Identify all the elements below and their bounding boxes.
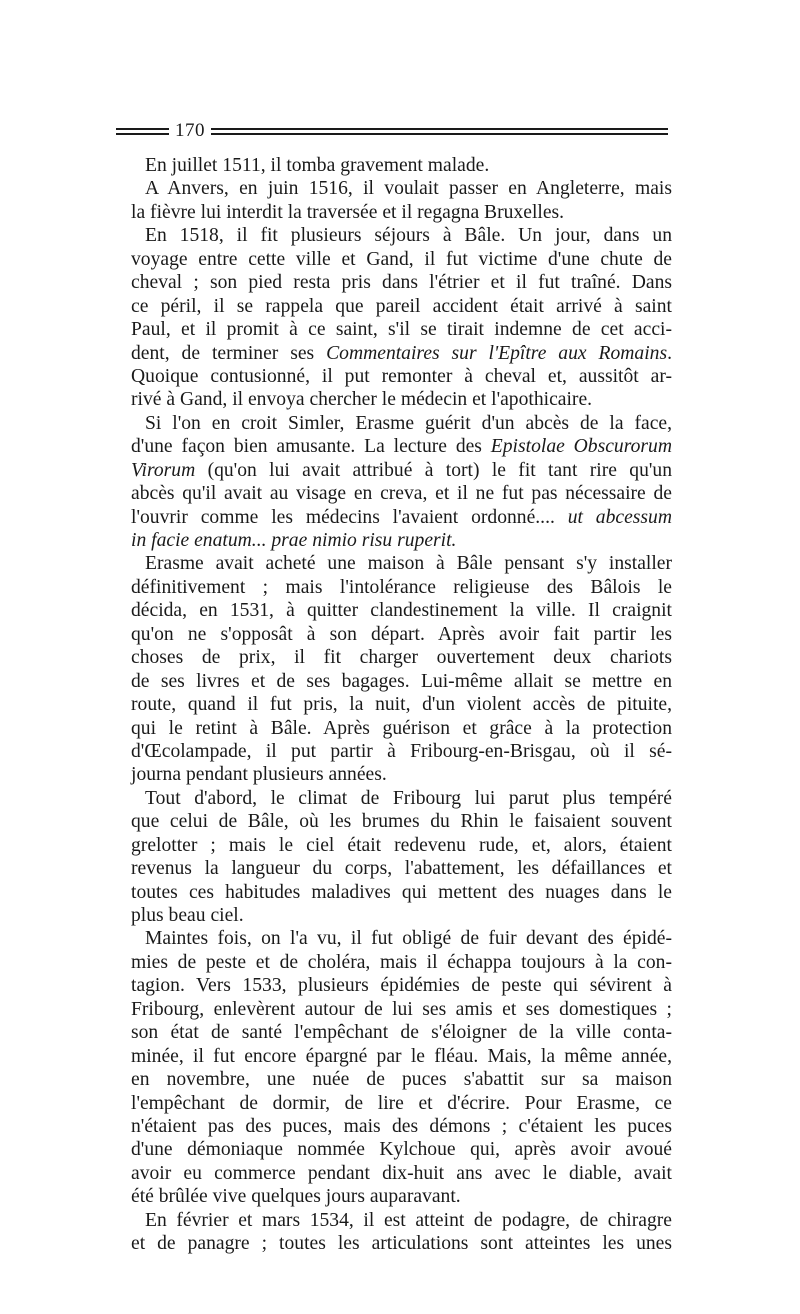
body-text (131, 154, 672, 1256)
text-segment: décida, en 1531, à quitter clandestinement la ville. Il craignit (131, 600, 672, 622)
text-line (131, 904, 672, 927)
text-segment: définitivement ; mais l'intolérance religieuse des Bâlois le (131, 576, 672, 598)
text-line (131, 810, 672, 833)
text-line (131, 646, 672, 669)
text-line (131, 529, 672, 552)
text-segment: la fièvre lui interdit la traversée et il regagna Bruxelles. (131, 201, 565, 223)
text-line (131, 1138, 672, 1161)
text-segment: Maintes fois, on l'a vu, il fut obligé de fuir devant des épidé- (145, 928, 672, 950)
text-line (131, 248, 672, 271)
text-line (131, 998, 672, 1021)
text-line (131, 740, 672, 763)
text-segment: toutes ces habitudes maladives qui mettent des nuages dans le (131, 881, 672, 903)
text-line (131, 435, 672, 458)
text-segment: l'ouvrir comme les médecins l'avaient ordonné.... (131, 506, 568, 528)
page-number: 170 (175, 120, 205, 141)
text-segment: rivé à Gand, il envoya chercher le médecin et l'apothicaire. (131, 389, 593, 411)
text-line (131, 670, 672, 693)
text-segment: route, quand il fut pris, la nuit, d'un violent accès de pituite, (131, 694, 672, 716)
text-segment: Paul, et il promit à ce saint, s'il se tirait indemne de cet acci- (131, 319, 672, 341)
header-rule-left (116, 128, 169, 135)
text-segment: en novembre, une nuée de puces s'abattit sur sa maison (131, 1069, 672, 1091)
text-segment: voyage entre cette ville et Gand, il fut victime d'une chute de (131, 248, 672, 270)
text-segment: minée, il fut encore épargné par le fléau. Mais, la même année, (131, 1045, 672, 1067)
text-line (131, 1232, 672, 1255)
text-line (131, 717, 672, 740)
text-segment: cheval ; son pied resta pris dans l'étrier et il fut traîné. Dans (131, 272, 672, 294)
text-segment: qu'on ne s'opposât à son départ. Après avoir fait partir les (131, 623, 672, 645)
text-line (131, 459, 672, 482)
italic-text: Epistolae Obscurorum (490, 436, 672, 458)
text-line (131, 787, 672, 810)
text-segment: d'une façon bien amusante. La lecture des (131, 436, 491, 458)
text-line (131, 951, 672, 974)
text-segment: mies de peste et de choléra, mais il échappa toujours à la con- (131, 951, 672, 973)
text-segment: choses de prix, il fit charger ouvertement deux chariots (131, 647, 672, 669)
text-line (131, 1092, 672, 1115)
text-line (131, 482, 672, 505)
text-line (131, 154, 672, 177)
text-line (131, 318, 672, 341)
text-segment: En 1518, il fit plusieurs séjours à Bâle. Un jour, dans un (145, 225, 672, 247)
text-segment: son état de santé l'empêchant de s'éloigner de la ville conta- (131, 1022, 672, 1044)
text-line (131, 201, 672, 224)
text-segment: . (667, 342, 672, 364)
text-segment: tagion. Vers 1533, plusieurs épidémies de peste qui sévirent à (131, 975, 672, 997)
text-segment: grelotter ; mais le ciel était redevenu rude, et, alors, étaient (131, 834, 672, 856)
text-segment: Si l'on en croit Simler, Erasme guérit d'un abcès de la face, (145, 412, 672, 434)
text-line (131, 576, 672, 599)
text-segment: Fribourg, enlevèrent autour de lui ses amis et ses domestiques ; (131, 998, 672, 1020)
text-segment: Erasme avait acheté une maison à Bâle pensant s'y installer (145, 553, 672, 575)
text-segment: que celui de Bâle, où les brumes du Rhin le faisaient souvent (131, 811, 672, 833)
text-segment: l'empêchant de dormir, de lire et d'écrire. Pour Erasme, ce (131, 1092, 672, 1114)
text-line (131, 763, 672, 786)
text-line (131, 412, 672, 435)
italic-text: Virorum (131, 459, 196, 481)
text-segment: n'étaient pas des puces, mais des démons ; c'étaient les puces (131, 1115, 672, 1137)
page-header (113, 121, 670, 145)
text-line (131, 834, 672, 857)
text-line (131, 1045, 672, 1068)
text-segment: qui le retint à Bâle. Après guérison et grâce à la protection (131, 717, 672, 739)
text-line (131, 1021, 672, 1044)
text-line (131, 693, 672, 716)
text-segment: de ses livres et de ses bagages. Lui-même allait se mettre en (131, 670, 672, 692)
text-line (131, 1162, 672, 1185)
text-line (131, 1068, 672, 1091)
text-line (131, 271, 672, 294)
text-line (131, 927, 672, 950)
text-segment: revenus la langueur du corps, l'abattement, les défaillances et (131, 858, 672, 880)
text-line (131, 365, 672, 388)
text-segment: (qu'on lui avait attribué à tort) le fit tant rire qu'un (195, 459, 672, 481)
text-segment: En février et mars 1534, il est atteint de podagre, de chiragre (145, 1209, 672, 1231)
text-segment: En juillet 1511, il tomba gravement malade. (145, 155, 490, 176)
text-line (131, 552, 672, 575)
text-line (131, 177, 672, 200)
text-line (131, 1115, 672, 1138)
italic-text: Commentaires sur l'Epître aux Romains (326, 342, 668, 364)
text-segment: d'une démoniaque nommée Kylchoue qui, après avoir avoué (131, 1139, 672, 1161)
text-line (131, 599, 672, 622)
text-line (131, 881, 672, 904)
text-line (131, 388, 672, 411)
text-segment: été brûlée vive quelques jours auparavant. (131, 1186, 461, 1208)
text-segment: abcès qu'il avait au visage en creva, et il ne fut pas nécessaire de (131, 483, 672, 505)
text-segment: d'Œcolampade, il put partir à Fribourg-en-Brisgau, où il sé- (131, 740, 672, 762)
text-line (131, 342, 672, 365)
text-line (131, 506, 672, 529)
text-segment: plus beau ciel. (131, 905, 244, 926)
text-line (131, 857, 672, 880)
italic-text: ut abcessum (567, 506, 672, 528)
text-segment: et de panagre ; toutes les articulations sont atteintes les unes (131, 1233, 672, 1255)
text-line (131, 1185, 672, 1208)
text-segment: ce péril, il se rappela que pareil accident était arrivé à saint (131, 295, 672, 317)
header-rule-right (211, 128, 668, 135)
text-line (131, 623, 672, 646)
text-segment: Tout d'abord, le climat de Fribourg lui parut plus tempéré (145, 787, 672, 809)
text-segment: A Anvers, en juin 1516, il voulait passer en Angleterre, mais (145, 178, 672, 200)
text-line (131, 974, 672, 997)
text-line (131, 295, 672, 318)
text-segment: dent, de terminer ses (131, 342, 327, 364)
italic-text: in facie enatum... prae nimio risu ruperit. (131, 530, 457, 551)
text-line (131, 1209, 672, 1232)
text-segment: avoir eu commerce pendant dix-huit ans avec le diable, avait (131, 1162, 672, 1184)
text-segment: Quoique contusionné, il put remonter à cheval et, aussitôt ar- (131, 365, 672, 387)
text-line (131, 224, 672, 247)
text-segment: journa pendant plusieurs années. (131, 764, 387, 786)
